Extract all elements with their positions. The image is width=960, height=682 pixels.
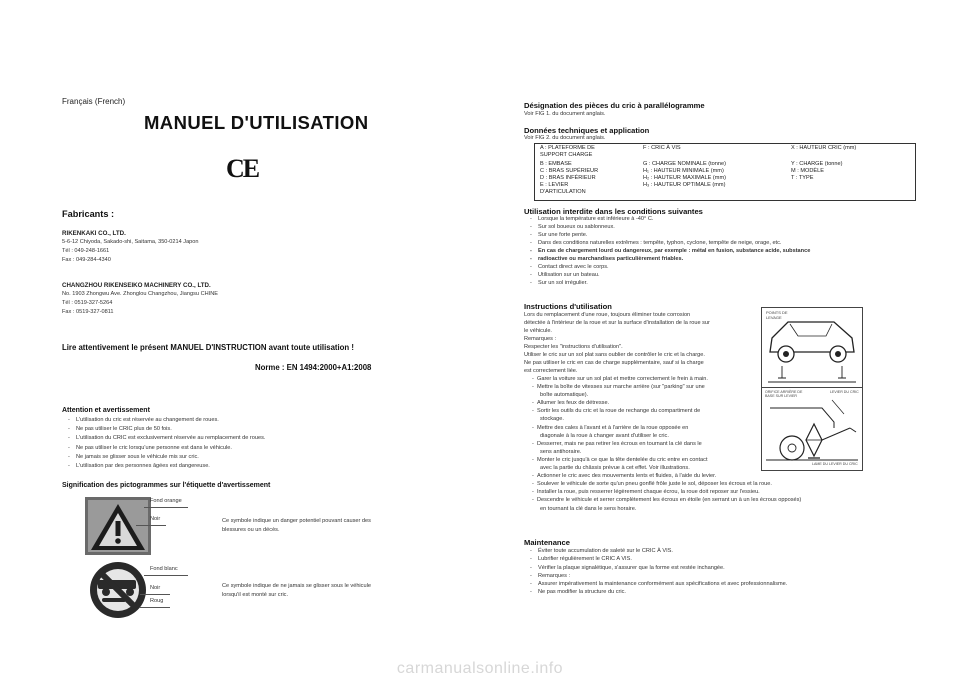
step-text: Mettre la boîte de vitesses sur marche arrière (sur "parking" sur une [536,384,705,391]
parts-reference: Voir FIG 1. du document anglais. [524,111,606,117]
list-item: - L'utilisation par des personnes âgées est dangereuse. [66,462,265,471]
no-crawl-under-vehicle-icon [88,560,148,620]
figure-label: LAME DU LEVIER DU CRIC [812,462,858,466]
warnings-heading: Attention et avertissement [62,407,150,414]
lifting-points-figure [761,307,863,389]
paragraph-line: Lors du remplacement d'une roue, toujours éliminer toute corrosion [524,312,691,318]
pictogram-1-label-bottom: Noir [150,516,161,522]
step-text: diagonale à la roue à changer avant d'utiliser le cric. [540,432,669,439]
technical-data-reference: Voir FIG 2. du document anglais. [524,135,606,141]
list-item-continuation [528,255,810,263]
company-2-address: No. 1903 Zhongwu Ave. Zhonglou Changzhou, Jiangsu CHINE [62,291,218,297]
step-line [532,505,801,513]
technical-data-table [534,143,916,201]
list-item: - Éviter toute accumulation de saleté sur le CRIC À VIS. [528,547,787,555]
list-item: - Assurer impérativement la maintenance conformément aux spécifications et avec professionnalisme. [528,580,787,588]
paragraph-line: le véhicule. [524,328,552,334]
table-cell: A : PLATEFORME DE [540,145,595,151]
table-cell: H₂ : HAUTEUR MAXIMALE (mm) [643,175,726,181]
figure-label: LEVAGE [766,315,782,320]
step-line: - Desserrer, mais ne pas retirer les écrous en tournant la clé dans le [532,440,702,447]
pictogram-1-description-line-1: Ce symbole indique un danger potentiel pouvant causer des [222,518,371,524]
list-item: - Ne pas modifier la structure du cric. [528,588,787,596]
list-item: - Ne pas utiliser le CRIC plus de 50 fois. [66,425,265,434]
step-text: boîte automatique). [540,392,589,399]
company-2-name: CHANGZHOU RIKENSEIKO MACHINERY CO., LTD. [62,282,211,289]
table-cell: F : CRIC À VIS [643,145,681,151]
pictogram-1-description-line-2: blessures ou un décès. [222,527,280,533]
pictogram-2-label-bottom: Roug [150,598,164,604]
paragraph-line: Respecter les "instructions d'utilisation". [524,344,623,350]
step-text: Mettre des cales à l'avant et à l'arrière de la roue opposée en [536,424,689,431]
ce-mark: CE [226,154,259,183]
list-item: - L'utilisation du cric est réservée au changement de roues. [66,416,265,425]
read-notice: Lire attentivement le présent MANUEL D'INSTRUCTION avant toute utilisation ! [62,343,354,352]
pictogram-1-label-top: Fond orange [150,498,182,504]
pictograms-heading: Signification des pictogrammes sur l'étiquette d'avertissement [62,482,271,489]
step-text: Monter le cric jusqu'à ce que la tête dentelée du cric entre en contact [536,456,708,463]
table-cell: G : CHARGE NOMINALE (tonne) [643,161,726,167]
table-cell: D'ARTICULATION [540,189,586,195]
parts-heading: Désignation des pièces du cric à parallélogramme [524,101,705,110]
instructions-heading: Instructions d'utilisation [524,302,612,311]
list-item: - L'utilisation du CRIC est exclusivement réservée au remplacement de roues. [66,434,265,443]
paragraph-line: Ne pas utiliser le cric en cas de charge supplémentaire, sauf si la charge [524,360,704,366]
step-line: - Mettre la boîte de vitesses sur marche arrière (sur "parking" sur une [532,384,705,391]
list-item: - Ne pas utiliser le cric lorsqu'une personne est dans le véhicule. [66,444,265,453]
warnings-list [66,416,265,471]
technical-data-heading: Données techniques et application [524,126,650,135]
step-text: stockage. [540,416,564,423]
paragraph-line: Utiliser le cric sur un sol plat sans oublier de contrôler le cric et la charge. [524,352,705,358]
table-cell: X : HAUTEUR CRIC (mm) [791,145,857,151]
pictogram-2-label-mid: Noir [150,585,161,591]
step-text: Sortir les outils du cric et la roue de rechange du compartiment de [536,408,701,415]
company-1-address: 5-6-12 Chiyoda, Sakado-shi, Saitama, 350-0214 Japon [62,239,199,245]
table-cell: D : BRAS INFÉRIEUR [540,175,596,181]
leader-line [144,507,188,508]
table-cell: H₃ : HAUTEUR OPTIMALE (mm) [643,182,726,188]
list-item: - Utilisation sur un bateau. [528,271,810,279]
list-item: - Remarques : [528,572,787,580]
step-text: Allumer les feux de détresse. [536,400,610,407]
leader-line [140,607,170,608]
jack-operation-figure [761,387,863,471]
list-item: - En cas de chargement lourd ou dangereux, par exemple : métal en fusion, substance acide, substance [528,247,810,255]
company-2-phone: Tél : 0519-327-5264 [62,300,113,306]
maintenance-heading: Maintenance [524,538,570,547]
table-cell: E : LEVIER [540,182,569,188]
leader-line [144,575,188,576]
list-item: - Sur une forte pente. [528,231,810,239]
company-1-phone: Tél : 049-248-1661 [62,248,110,254]
paragraph-line: est correctement liée. [524,368,578,374]
step-line: - Sortir les outils du cric et la roue de rechange du compartiment de [532,408,701,415]
list-item: - Ne jamais se glisser sous le véhicule mis sur cric. [66,453,265,462]
scissor-jack-illustration [762,388,862,470]
table-cell: M : MODÈLE [791,168,824,174]
list-item: - Sur sol boueux ou sablonneux. [528,223,810,231]
pictogram-2-description-line-1: Ce symbole indique de ne jamais se glisser sous le véhicule [222,583,371,589]
right-page [480,0,960,682]
step-line: - Monter le cric jusqu'à ce que la tête dentelée du cric entre en contact [532,456,708,463]
language-label: Français (French) [62,97,126,106]
figure-label: BASE SUR LEVIER [765,394,797,398]
warning-triangle-icon [85,497,151,555]
list-item-continuation-text: radioactive ou marchandises particulièrement friables. [538,256,684,262]
step-text: Descendre le véhicule et serrer complètement les écrous en étoile (en serrant un à un les écrous opposés) [536,497,802,504]
list-item: - Lubrifier régulièrement le CRIC A VIS. [528,555,787,563]
step-text: Garer la voiture sur un sol plat et mettre correctement le frein à main. [536,376,708,382]
step-text: Installer la roue, puis resserrer légèrement chaque écrou, la roue doit reposer sur l'essieu. [536,489,760,496]
maintenance-list [528,547,787,597]
table-cell: H₁ : HAUTEUR MINIMALE (mm) [643,168,724,174]
step-text: Actionner le cric avec des mouvements lents et fluides, à l'aide du levier. [536,473,717,480]
step-text: sens antihoraire. [540,448,582,455]
leader-line [140,594,170,595]
paragraph-line: détectée à l'intérieur de la roue et sur la surface d'installation de la roue sur [524,320,710,326]
table-cell: Y : CHARGE (tonne) [791,161,843,167]
norm-label: Norme : EN 1494:2000+A1:2008 [255,363,372,372]
watermark: carmanualsonline.info [396,660,564,677]
page-title: MANUEL D'UTILISATION [144,112,369,133]
pictogram-2-label-top: Fond blanc [150,566,178,572]
step-line: - Actionner le cric avec des mouvements lents et fluides, à l'aide du levier. [532,473,717,480]
step-line: - Garer la voiture sur un sol plat et mettre correctement le frein à main. [532,376,708,382]
step-line: - Descendre le véhicule et serrer complètement les écrous en étoile (en serrant un à un les écrous opposés) [532,497,802,504]
table-cell: B : EMBASE [540,161,572,167]
pictogram-2-description-line-2: lorsqu'il est monté sur cric. [222,592,289,598]
step-line: - Soulever le véhicule de sorte qu'un pneu gonflé frôle juste le sol, déposer les écrous et la roue. [532,481,772,488]
company-2-fax: Fax : 0519-327-0811 [62,309,114,315]
forbidden-use-heading: Utilisation interdite dans les conditions suivantes [524,207,703,216]
step-text: Desserrer, mais ne pas retirer les écrous en tournant la clé dans le [536,440,702,447]
leader-line [136,525,166,526]
instructions-intro [524,311,710,375]
step-line: - Installer la roue, puis resserrer légèrement chaque écrou, la roue doit reposer sur l'essieu. [532,489,760,496]
company-1-fax: Fax : 049-284-4340 [62,257,111,263]
figure-label: POINTS DE [766,310,788,315]
manufacturers-heading: Fabricants : [62,209,115,219]
company-1-name: RIKENKAKI CO., LTD. [62,230,126,237]
forbidden-use-list [528,215,810,287]
step-text: en tournant la clé dans le sens horaire. [540,505,637,512]
list-item: - Dans des conditions naturelles extrêmes : tempête, typhon, cyclone, tempête de neige, orage, etc. [528,239,810,247]
table-cell: C : BRAS SUPÉRIEUR [540,168,599,174]
list-item: - Vérifier la plaque signalétique, s'assurer que la forme est restée inchangée. [528,564,787,572]
figure-label: ORIFICE ARRIÈRE DE [765,390,803,394]
step-text: avec la partie du châssis prévue à cet effet. Voir illustrations. [540,465,690,472]
table-cell: T : TYPE [791,175,814,181]
list-item: - Lorsque la température est inférieure à -40° C. [528,215,810,223]
table-cell: SUPPORT CHARGE [540,152,593,158]
step-line: - Allumer les feux de détresse. [532,400,610,407]
list-item: - Sur un sol irrégulier. [528,279,810,287]
step-line: - Mettre des cales à l'avant et à l'arrière de la roue opposée en [532,424,689,431]
list-item: - Contact direct avec le corps. [528,263,810,271]
figure-label: LEVIER DU CRIC [830,390,859,394]
step-text: Soulever le véhicule de sorte qu'un pneu gonflé frôle juste le sol, déposer les écrous et la roue. [536,481,772,488]
paragraph-line: Remarques : [524,336,557,342]
car-lifting-points-illustration [762,308,862,388]
